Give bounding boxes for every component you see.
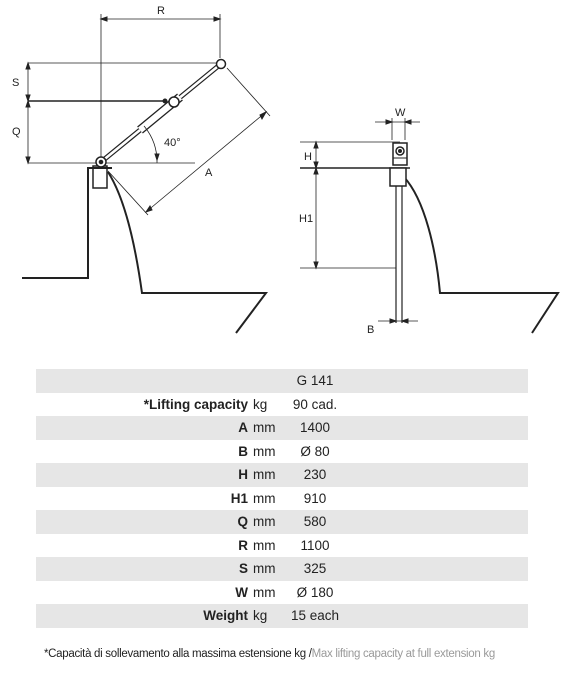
spec-unit: mm (253, 443, 276, 459)
base-mount (93, 166, 107, 188)
table-row (36, 416, 528, 440)
spec-value: 910 (303, 490, 327, 506)
spec-value: 580 (303, 514, 327, 530)
spec-value: Ø 80 (300, 443, 330, 459)
angle-arc (144, 126, 157, 163)
label-angle: 40° (164, 137, 181, 149)
spec-label: B (238, 443, 248, 459)
right-arm-curve (404, 177, 558, 333)
label-s: S (12, 77, 20, 89)
spec-unit: mm (253, 467, 276, 483)
specs-table (36, 369, 528, 628)
table-row (36, 393, 528, 417)
spec-unit: mm (253, 561, 276, 577)
dim-line-a (146, 112, 266, 212)
spec-rows (36, 393, 528, 628)
spec-value: 1100 (300, 537, 330, 553)
footnote-english: Max lifting capacity at full extension kg (311, 648, 495, 660)
spec-unit: mm (253, 537, 276, 553)
spec-label: Weight (203, 608, 248, 624)
spec-label: Q (237, 514, 248, 530)
spec-unit: mm (253, 584, 276, 600)
label-h: H (304, 151, 312, 163)
spec-label: W (235, 584, 248, 600)
footnote-italian: *Capacità di sollevamento alla massima estensione kg / (44, 648, 312, 660)
label-b: B (367, 324, 375, 336)
left-view (22, 14, 270, 333)
spec-value: Ø 180 (296, 584, 334, 600)
table-row (36, 604, 528, 628)
left-wall-outline (22, 168, 94, 278)
spec-unit: kg (253, 608, 268, 624)
spec-value: 230 (303, 467, 327, 483)
spec-value: 325 (303, 561, 327, 577)
table-row (36, 510, 528, 534)
spec-value: 1400 (299, 420, 331, 436)
right-view (300, 118, 558, 333)
table-row (36, 440, 528, 464)
spec-value: 90 cad. (292, 396, 338, 412)
model-name: G 141 (296, 373, 334, 389)
table-row (36, 581, 528, 605)
table-row (36, 534, 528, 558)
spec-label: H1 (230, 490, 248, 506)
label-w: W (395, 107, 406, 119)
spec-label: A (238, 420, 248, 436)
spec-label: *Lifting capacity (143, 396, 248, 412)
right-actuator-head (393, 143, 407, 165)
left-arm-curve (108, 172, 266, 333)
actuator-arm (96, 60, 226, 168)
label-r: R (157, 5, 165, 17)
label-a: A (205, 167, 213, 179)
label-q: Q (12, 126, 21, 138)
footnote (44, 648, 495, 660)
spec-label: R (238, 537, 248, 553)
spec-label: S (238, 561, 248, 577)
right-base-mount (390, 168, 406, 186)
table-header-row (36, 369, 528, 393)
spec-unit: mm (253, 514, 276, 530)
table-row (36, 557, 528, 581)
spec-label: H (238, 467, 248, 483)
table-row (36, 487, 528, 511)
label-h1: H1 (299, 213, 314, 225)
spec-value: 15 each (290, 608, 340, 624)
spec-unit: mm (253, 490, 276, 506)
spec-unit: kg (253, 396, 268, 412)
spec-unit: mm (253, 420, 276, 436)
table-row (36, 463, 528, 487)
